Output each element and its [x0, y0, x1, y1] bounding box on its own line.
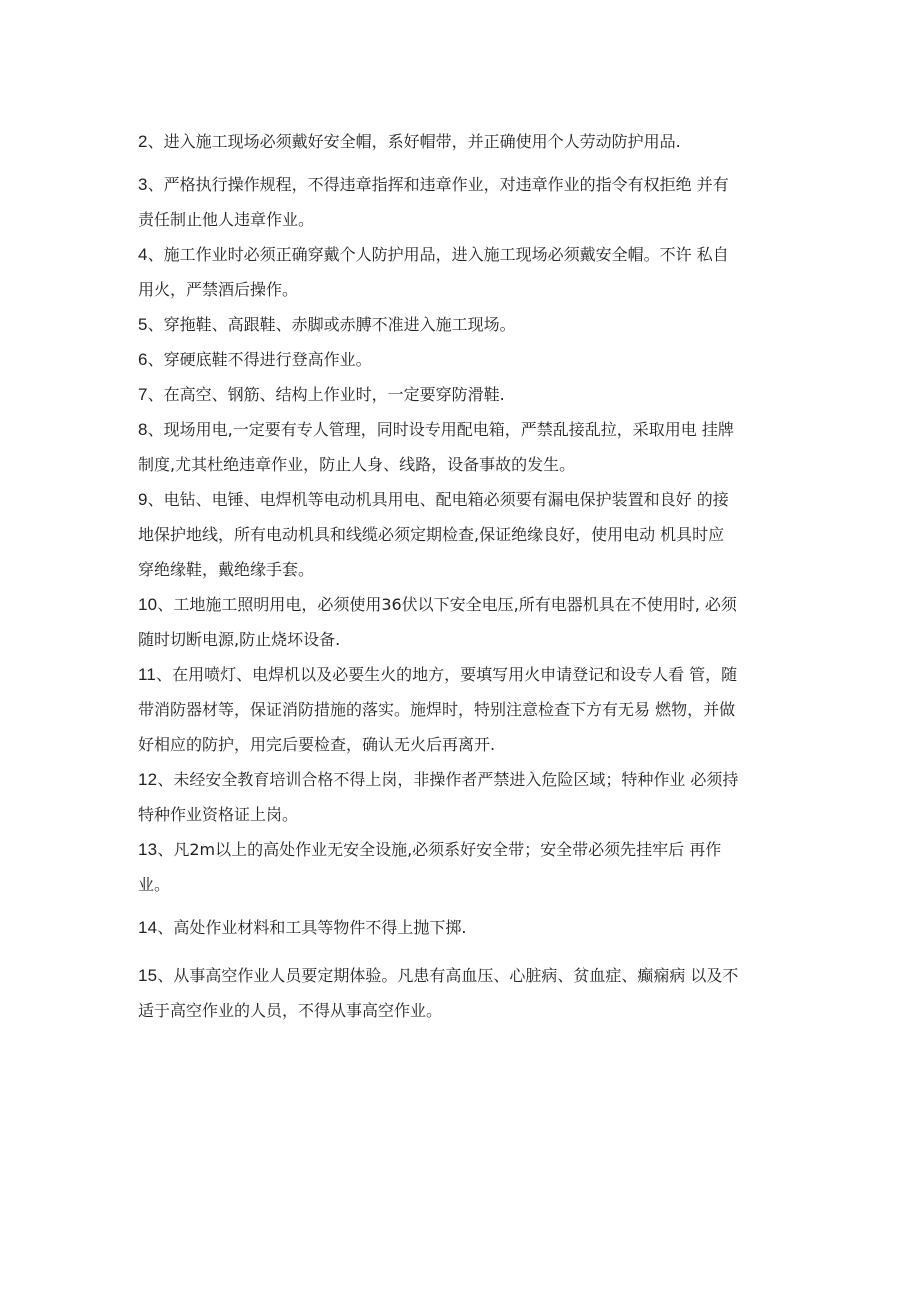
rule-line: 带消防器材等，保证消防措施的落实。施焊时，特别注意检查下方有无易 燃物，并做 — [138, 700, 736, 719]
rule-line — [138, 124, 788, 159]
rule-item-3 — [138, 167, 788, 237]
rule-item-2 — [138, 124, 788, 159]
rule-line — [138, 910, 788, 945]
rule-line — [138, 342, 788, 377]
rule-item-4 — [138, 237, 788, 307]
rule-text: 、在用喷灯、电焊机以及必要生火的地方，要填写用火申请登记和设专人看 管，随 — [156, 665, 738, 684]
rule-line: 地保护地线，所有电动机具和线缆必须定期检查,保证绝缘良好，使用电动 机具时应 — [138, 525, 725, 544]
rule-line: 制度,尤其杜绝违章作业，防止人身、线路，设备事故的发生。 — [138, 455, 576, 474]
rule-text: 、穿拖鞋、高跟鞋、赤脚或赤膊不准进入施工现场。 — [147, 315, 516, 334]
rule-text: 、高处作业材料和工具等物件不得上抛下掷. — [157, 918, 467, 937]
rule-line — [138, 377, 788, 412]
rule-line — [138, 657, 788, 692]
safety-rules-list — [138, 124, 788, 1028]
rule-line: 责任制止他人违章作业。 — [138, 210, 315, 229]
rule-line — [138, 958, 788, 993]
rule-number: 14 — [138, 918, 158, 937]
rule-text: 、严格执行操作规程，不得违章指挥和违章作业，对违章作业的指令有权拒绝 并有 — [147, 175, 729, 194]
rule-line — [138, 762, 788, 797]
rule-line: 穿绝缘鞋，戴绝缘手套。 — [138, 560, 315, 579]
rule-number: 12 — [138, 770, 158, 789]
rule-text: 、凡2m以上的高处作业无安全设施,必须系好安全带；安全带必须先挂牢后 再作 — [157, 840, 722, 859]
rule-item-6 — [138, 342, 788, 377]
rule-number: 8 — [138, 420, 148, 439]
rule-item-11 — [138, 657, 788, 762]
rule-text: 、在高空、钢筋、结构上作业时，一定要穿防滑鞋. — [147, 385, 505, 404]
rule-line — [138, 237, 788, 272]
rule-line — [138, 587, 788, 622]
rule-text: 、工地施工照明用电，必须使用36伏以下安全电压,所有电器机具在不使用时, 必须 — [157, 595, 737, 614]
rule-number: 9 — [138, 490, 148, 509]
rule-number: 5 — [138, 315, 148, 334]
rule-item-9 — [138, 482, 788, 587]
rule-line — [138, 412, 788, 447]
rule-text: 、穿硬底鞋不得进行登高作业。 — [147, 350, 372, 369]
rule-line: 业。 — [138, 875, 171, 894]
rule-number: 3 — [138, 175, 148, 194]
rule-line — [138, 482, 788, 517]
rule-text: 、施工作业时必须正确穿戴个人防护用品，进入施工现场必须戴安全帽。不许 私自 — [147, 245, 729, 264]
rule-text: 、从事高空作业人员要定期体验。凡患有高血压、心脏病、贫血症、癫痫病 以及不 — [157, 966, 739, 985]
rule-line: 用火，严禁酒后操作。 — [138, 280, 299, 299]
rule-item-8 — [138, 412, 788, 482]
rule-line: 适于高空作业的人员，不得从事高空作业。 — [138, 1001, 443, 1020]
rule-number: 2 — [138, 132, 148, 151]
rule-text: 、现场用电,一定要有专人管理，同时设专用配电箱，严禁乱接乱拉，采取用电 挂牌 — [147, 420, 734, 439]
rule-number: 11 — [138, 665, 157, 684]
rule-item-15 — [138, 958, 788, 1028]
rule-number: 13 — [138, 840, 158, 859]
rule-number: 7 — [138, 385, 148, 404]
rule-line — [138, 832, 788, 867]
rule-number: 10 — [138, 595, 158, 614]
rule-line — [138, 167, 788, 202]
rule-item-13 — [138, 832, 788, 902]
rule-number: 6 — [138, 350, 148, 369]
rule-text: 、进入施工现场必须戴好安全帽，系好帽带，并正确使用个人劳动防护用品. — [147, 132, 681, 151]
rule-line — [138, 307, 788, 342]
rule-item-5 — [138, 307, 788, 342]
rule-item-7 — [138, 377, 788, 412]
rule-item-14 — [138, 910, 788, 945]
rule-number: 15 — [138, 966, 158, 985]
rule-line: 特种作业资格证上岗。 — [138, 805, 299, 824]
rule-text: 、电钻、电锤、电焊机等电动机具用电、配电箱必须要有漏电保护装置和良好 的接 — [147, 490, 729, 509]
rule-line: 好相应的防护，用完后要检查，确认无火后再离开. — [138, 735, 496, 754]
rule-text: 、未经安全教育培训合格不得上岗，非操作者严禁进入危险区域；特种作业 必须持 — [157, 770, 739, 789]
rule-line: 随时切断电源,防止烧坏设备. — [138, 630, 341, 649]
rule-number: 4 — [138, 245, 148, 264]
rule-item-10 — [138, 587, 788, 657]
rule-item-12 — [138, 762, 788, 832]
